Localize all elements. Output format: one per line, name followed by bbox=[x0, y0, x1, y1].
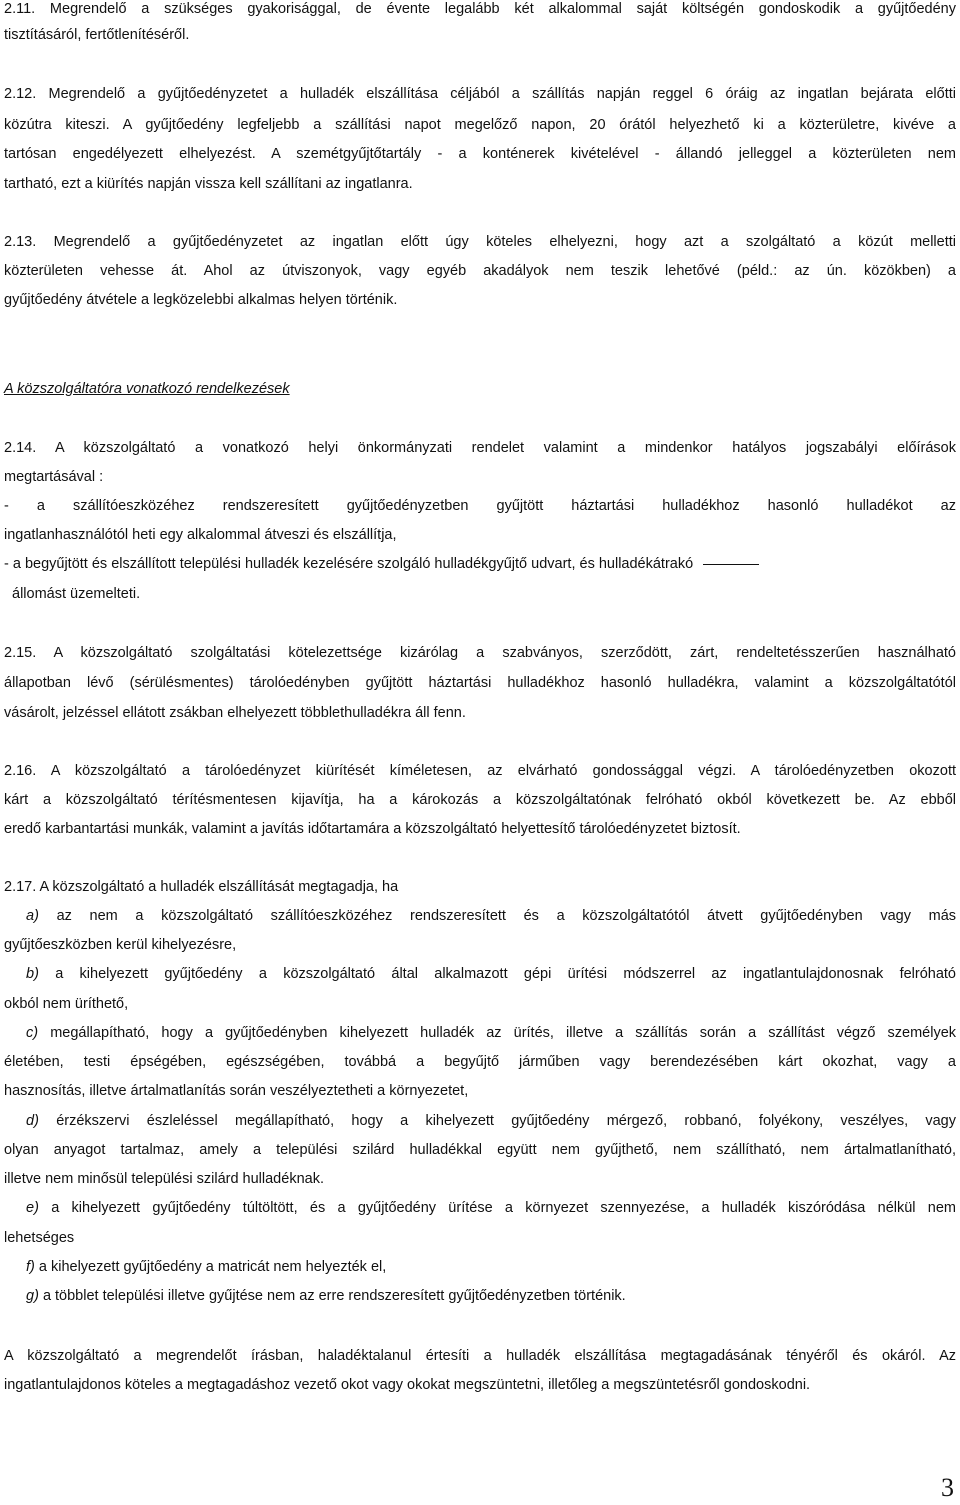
section-heading: A közszolgáltatóra vonatkozó rendelkezések bbox=[4, 381, 290, 397]
paragraph-2-12-line-4: tartható, ezt a kiürítés napján vissza kell szállítani az ingatlanra. bbox=[4, 176, 413, 192]
dash-rule bbox=[703, 564, 759, 565]
item-c-text-1: megállapítható, hogy a gyűjtőedényben kihelyezett hulladék az ürítés, illetve a szállítás során a szállítást végző személyek bbox=[50, 1025, 957, 1041]
paragraph-2-11-line-1: 2.11. Megrendelő a szükséges gyakorisággal, de évente legalább két alkalommal saját költségén gondoskodik a gyűjtőedény bbox=[4, 1, 956, 17]
closing-line-2: ingatlantulajdonos köteles a megtagadáshoz vezető okot vagy okokat megszüntetni, illetőleg a megszüntetésről gondoskodni. bbox=[4, 1377, 811, 1393]
paragraph-2-11-line-2: tisztításáról, fertőtlenítéséről. bbox=[4, 27, 190, 43]
item-c-label: c) bbox=[26, 1025, 39, 1041]
paragraph-2-15-line-1: 2.15. A közszolgáltató szolgáltatási kötelezettsége kizárólag a szabványos, szerződött, zárt, rendeltetésszerűen használható bbox=[4, 645, 956, 661]
item-g-label: g) bbox=[26, 1288, 39, 1304]
item-a-label: a) bbox=[26, 908, 39, 924]
item-d-line-3: illetve nem minősül települési szilárd hulladéknak. bbox=[4, 1171, 324, 1187]
item-d-text-1: érzékszervi észleléssel megállapítható, hogy a kihelyezett gyűjtőedény mérgező, robbanó, folyékony, veszélyes, vagy bbox=[56, 1113, 957, 1129]
item-g-line-1 bbox=[26, 1287, 956, 1305]
item-b-label: b) bbox=[26, 966, 39, 982]
item-b-line-2: okból nem üríthető, bbox=[4, 996, 129, 1012]
paragraph-2-14-line-6: állomást üzemelteti. bbox=[12, 586, 141, 602]
item-d-label: d) bbox=[26, 1113, 39, 1129]
paragraph-2-17-intro: 2.17. A közszolgáltató a hulladék elszállítását megtagadja, ha bbox=[4, 879, 399, 895]
closing-line-1: A közszolgáltató a megrendelőt írásban, haladéktalanul értesíti a hulladék elszállítása megtagadásának tényéről és okáról. Az bbox=[4, 1348, 956, 1364]
paragraph-2-14-line-4: ingatlanhasználótól heti egy alkalommal átveszi és elszállítja, bbox=[4, 527, 397, 543]
item-f-line-1 bbox=[26, 1258, 956, 1276]
paragraph-2-14-line-1: 2.14. A közszolgáltató a vonatkozó helyi önkormányzati rendelet valamint a mindenkor hatályos jogszabályi előírások bbox=[4, 440, 956, 456]
paragraph-2-15-line-3: vásárolt, jelzéssel ellátott zsákban elhelyezett többlethulladékra áll fenn. bbox=[4, 705, 466, 721]
item-f-text-1: a kihelyezett gyűjtőedény a matricát nem helyezték el, bbox=[38, 1259, 387, 1275]
paragraph-2-13-line-2: közterületen vehesse át. Ahol az útviszonyok, vagy egyéb akadályok nem teszik lehetővé (péld.: az ún. közökben) a bbox=[4, 263, 956, 279]
item-a-text-1: az nem a közszolgáltató szállítóeszközéhez rendszeresített és a közszolgáltatótól átvett gyűjtőedényben vagy más bbox=[56, 908, 957, 924]
paragraph-2-12-line-2: közútra kiteszi. A gyűjtőedény legfeljebb a szállítási napot megelőző napon, 20 órától helyezhető ki a közterületre, kivéve a bbox=[4, 117, 956, 133]
item-a-line-2: gyűjtőeszközben kerül kihelyezésre, bbox=[4, 937, 237, 953]
paragraph-2-16-line-1: 2.16. A közszolgáltató a tárolóedényzet kiürítését kíméletesen, az elvárható gondossággal végzi. A tárolóedényzetben okozott bbox=[4, 763, 956, 779]
item-d-line-1 bbox=[26, 1112, 956, 1130]
paragraph-2-14-line-5-text: - a begyűjtött és elszállított települési hulladék kezelésére szolgáló hulladékgyűjtő udvart, és hulladékátrakó bbox=[4, 556, 694, 572]
item-b-line-1 bbox=[26, 965, 956, 983]
paragraph-2-15-line-2: állapotban lévő (sérülésmentes) tárolóedényben gyűjtött háztartási hulladékhoz hasonló hulladékra, valamint a közszolgáltatótól bbox=[4, 675, 956, 691]
paragraph-2-12-line-1: 2.12. Megrendelő a gyűjtőedényzetet a hulladék elszállítása céljából a szállítás napján reggel 6 óráig az ingatlan bejárata előtti bbox=[4, 86, 956, 102]
item-e-line-2: lehetséges bbox=[4, 1230, 75, 1246]
paragraph-2-16-line-2: kárt a közszolgáltató térítésmentesen kijavítja, ha a károkozás a közszolgáltatónak felróható okból következett be. Az ebből bbox=[4, 792, 956, 808]
paragraph-2-13-line-1: 2.13. Megrendelő a gyűjtőedényzetet az ingatlan előtt úgy köteles elhelyezni, hogy azt a szolgáltató a közút melletti bbox=[4, 234, 956, 250]
item-c-line-2: életében, testi épségében, egészségében, továbbá a begyűjtő járműben vagy berendezésében kárt okozhat, vagy a bbox=[4, 1054, 956, 1070]
item-f-label: f) bbox=[26, 1259, 35, 1275]
item-c-line-3: hasznosítás, illetve ártalmatlanítás során veszélyeztetheti a környezetet, bbox=[4, 1083, 469, 1099]
item-e-line-1 bbox=[26, 1199, 956, 1217]
paragraph-2-12-line-3: tartósan engedélyezett elhelyezést. A szemétgyűjtőtartály - a konténerek kivételével - állandó jelleggel a közterületen nem bbox=[4, 146, 956, 162]
item-d-line-2: olyan anyagot tartalmaz, amely a települési szilárd hulladékkal együtt nem gyűjthető, nem szállítható, nem ártalmatlanítható, bbox=[4, 1142, 956, 1158]
page-number: 3 bbox=[941, 1473, 954, 1502]
item-e-label: e) bbox=[26, 1200, 39, 1216]
item-e-text-1: a kihelyezett gyűjtőedény túltöltött, és a gyűjtőedény ürítése a környezet szennyezése, a hulladék kiszóródása nélkül nem bbox=[51, 1200, 956, 1216]
paragraph-2-14-line-3: - a szállítóeszközéhez rendszeresített gyűjtőedényzetben gyűjtött háztartási hulladékhoz hasonló hulladékot az bbox=[4, 498, 956, 514]
paragraph-2-14-line-5 bbox=[4, 555, 956, 573]
paragraph-2-13-line-3: gyűjtőedény átvétele a legközelebbi alkalmas helyen történik. bbox=[4, 292, 398, 308]
item-c-line-1 bbox=[26, 1024, 956, 1042]
item-a-line-1 bbox=[26, 907, 956, 925]
paragraph-2-14-line-2: megtartásával : bbox=[4, 469, 104, 485]
paragraph-2-16-line-3: eredő karbantartási munkák, valamint a javítás időtartamára a közszolgáltató helyettesítő tárolóedényzetet biztosít. bbox=[4, 821, 741, 837]
item-b-text-1: a kihelyezett gyűjtőedény a közszolgáltató által alkalmazott gépi ürítési módszerrel az ingatlantulajdonosnak felróható bbox=[55, 966, 956, 982]
item-g-text-1: a többlet települési illetve gyűjtése nem az erre rendszeresített gyűjtőedényzetben történik. bbox=[42, 1288, 626, 1304]
